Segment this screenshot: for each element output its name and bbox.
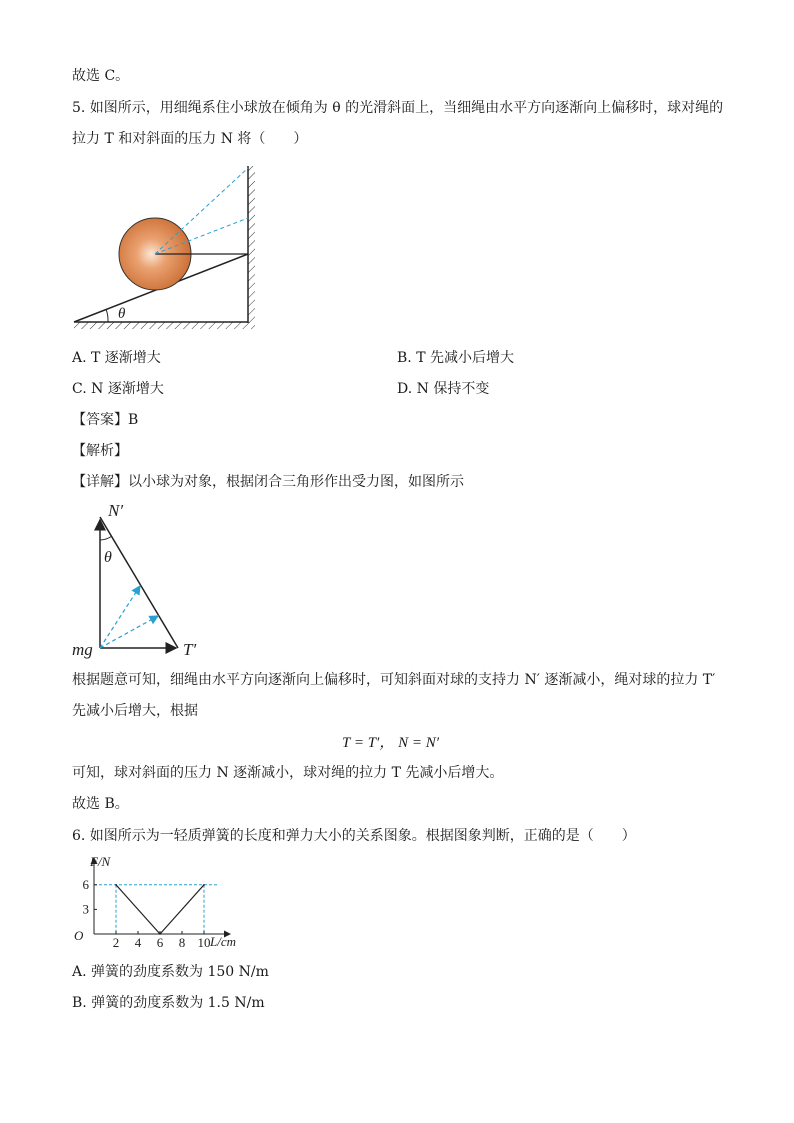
label-theta: θ (104, 549, 112, 566)
q4-conclusion: 故选 C。 (72, 68, 130, 84)
q5-option-b: B. T 先减小后增大 (397, 350, 514, 366)
x-tick-label: 4 (134, 935, 142, 950)
label-n-prime: N′ (108, 501, 124, 520)
data-point (115, 884, 117, 886)
q6-option-b: B. 弹簧的劲度系数为 1.5 N/m (72, 995, 265, 1011)
theta-arc (100, 536, 112, 540)
q5-equation: T = T′， N = N′ (342, 735, 439, 751)
angle-arc (106, 309, 108, 322)
q5-stem-line2: 拉力 T 和对斜面的压力 N 将（ ） (72, 131, 308, 147)
angle-label: θ (118, 306, 126, 322)
q5-explain-line1: 根据题意可知，细绳由水平方向逐渐向上偏移时，可知斜面对球的支持力 N′ 逐渐减小，绳对球的拉力 T′ (72, 672, 716, 688)
y-tick-label: 6 (82, 876, 89, 892)
q5-detail: 【详解】以小球为对象，根据闭合三角形作出受力图，如图所示 (72, 474, 464, 490)
x-tick-label: 6 (156, 935, 164, 950)
wall-hatching (248, 166, 255, 323)
q5-answer: 【答案】B (72, 412, 139, 428)
x-tick-label: 2 (112, 935, 120, 950)
data-point (203, 884, 205, 886)
dashed-arrow-1 (100, 586, 140, 648)
q5-option-d: D. N 保持不变 (397, 381, 490, 397)
q5-option-c: C. N 逐渐增大 (72, 381, 164, 397)
q6-stem: 6. 如图所示为一轻质弹簧的长度和弹力大小的关系图象。根据图象判断，正确的是（ ） (72, 828, 636, 844)
x-tick-label: 8 (178, 935, 186, 950)
q5-stem-line1: 5. 如图所示，用细绳系住小球放在倾角为 θ 的光滑斜面上，当细绳由水平方向逐渐向上偏移时，球对绳的 (72, 100, 724, 116)
q5-option-a: A. T 逐渐增大 (72, 350, 161, 366)
y-axis-label: F/N (90, 854, 111, 869)
x-axis-label: L/cm (210, 934, 236, 949)
x-tick-label: 10 (197, 935, 211, 950)
q6-option-a: A. 弹簧的劲度系数为 150 N/m (72, 964, 269, 980)
dashed-arrow-2 (100, 616, 158, 648)
q5-analysis-heading: 【解析】 (72, 443, 128, 459)
q5-conclusion: 可知，球对斜面的压力 N 逐渐减小，球对绳的拉力 T 先减小后增大。 (72, 765, 504, 781)
q5-explain-line2: 先减小后增大，根据 (72, 703, 198, 719)
force-triangle-figure (70, 500, 220, 662)
q5-incline-figure (70, 162, 260, 334)
label-mg: mg (72, 640, 93, 659)
spring-force-chart (70, 854, 250, 954)
series-line (116, 885, 204, 934)
label-t-prime: T′ (183, 640, 197, 659)
ground-hatching (74, 322, 255, 329)
origin-label: O (74, 928, 84, 943)
y-tick-label: 3 (82, 901, 89, 917)
q5-choice: 故选 B。 (72, 796, 129, 812)
